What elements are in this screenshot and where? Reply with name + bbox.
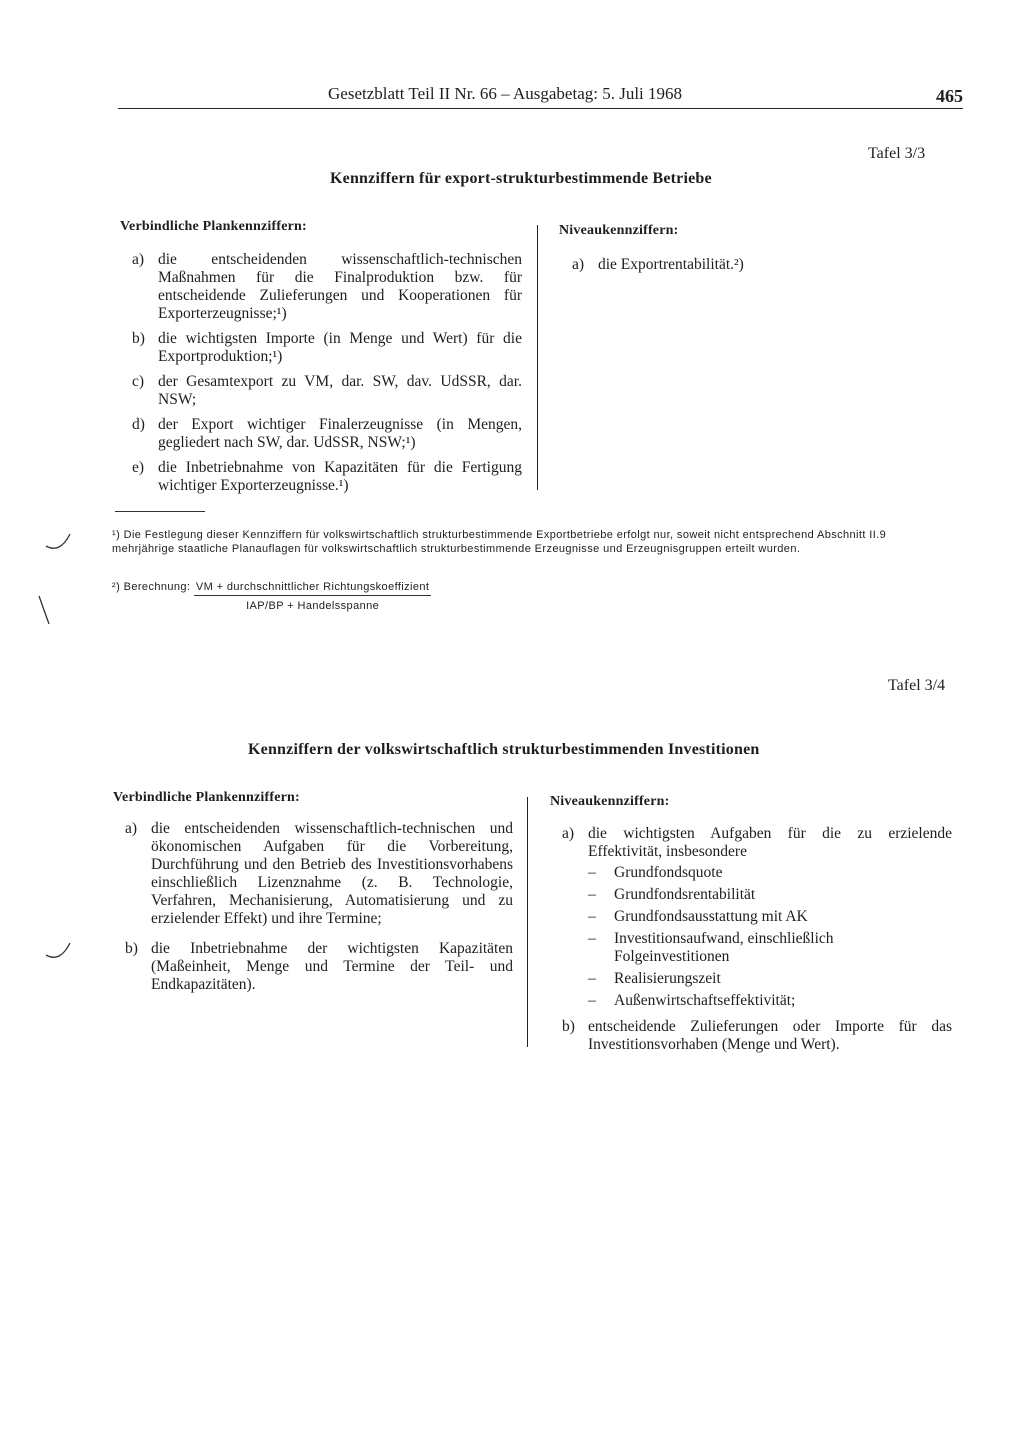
dash-item <box>588 930 952 966</box>
dash-marker: – <box>588 864 596 881</box>
list-item <box>120 251 522 323</box>
item-marker: a) <box>572 256 585 273</box>
column-divider-3-4 <box>527 797 528 1047</box>
section-title-3-3: Kennziffern für export-strukturbestimmende Betriebe <box>330 170 712 187</box>
scan-mark-stroke <box>39 596 49 624</box>
footnote-rule <box>115 511 205 512</box>
niveau-list-3-4 <box>550 825 952 1061</box>
dash-text: Außenwirtschaftseffektivität; <box>614 992 796 1009</box>
list-item <box>120 330 522 366</box>
footnote-marker: ²) <box>112 581 121 593</box>
item-text: die Inbetriebnahme von Kapazitäten für die Fertigung wichtiger Exporterzeugnisse.¹) <box>158 459 522 494</box>
section-title-3-4: Kennziffern der volkswirtschaftlich strukturbestimmenden Investitionen <box>248 741 760 758</box>
item-text: die wichtigsten Aufgaben für die zu erzielende Effektivität, insbesondere <box>588 825 952 860</box>
list-item <box>113 940 513 994</box>
dash-item <box>588 886 952 904</box>
dash-marker: – <box>588 908 596 925</box>
item-text: die Exportrentabilität.²) <box>598 256 744 273</box>
list-item <box>560 256 920 274</box>
list-item <box>120 373 522 409</box>
item-marker: b) <box>125 940 138 957</box>
dash-item <box>588 864 952 882</box>
scan-mark-stroke <box>46 534 70 548</box>
item-text: die wichtigsten Importe (in Menge und Wert) für die Exportproduktion;¹) <box>158 330 522 365</box>
scan-mark-slash <box>35 590 55 630</box>
footnote-text: Die Festlegung dieser Kennziffern für volkswirtschaftlich strukturbestimmende Exportbetriebe erfolgt nur, soweit nicht entsprechend Abschnitt II.9 mehrjährige staatliche Planauflagen für volkswirtschaftlich strukturbestimmende Erzeugnisse und Erzeugnisgruppen erteilt wurden. <box>112 529 887 555</box>
dash-text: Grundfondsrentabilität <box>614 886 756 903</box>
dash-list <box>588 864 952 1010</box>
tafel-label-3-3: Tafel 3/3 <box>868 145 926 162</box>
item-marker: a) <box>562 825 575 842</box>
page-number: 465 <box>936 86 963 106</box>
dash-marker: – <box>588 930 596 947</box>
scan-mark-stroke <box>46 943 70 957</box>
dash-item <box>588 970 952 988</box>
item-text: die entscheidenden wissenschaftlich-technischen Maßnahmen für die Finalproduktion bzw. für entscheidende Zulieferungen und Kooperationen für Exporterzeugnisse;¹) <box>158 251 522 322</box>
dash-text: Grundfondsausstattung mit AK <box>614 908 808 925</box>
item-text: der Export wichtiger Finalerzeugnisse (in Mengen, gegliedert nach SW, dar. UdSSR, NSW;¹) <box>158 416 522 451</box>
column-divider-3-3 <box>537 225 538 490</box>
list-item <box>550 825 952 1010</box>
formula-denominator: IAP/BP + Handelsspanne <box>246 600 380 612</box>
dash-item <box>588 992 952 1010</box>
dash-marker: – <box>588 886 596 903</box>
formula-fraction <box>194 580 432 613</box>
left-heading-3-3: Verbindliche Plankennziffern: <box>120 219 307 234</box>
item-marker: d) <box>132 416 145 433</box>
niveau-list-3-3 <box>560 256 920 281</box>
list-item <box>550 1018 952 1054</box>
header-title: Gesetzblatt Teil II Nr. 66 – Ausgabetag: 5. Juli 1968 <box>328 84 683 103</box>
footnote-label: Berechnung: <box>123 581 191 593</box>
page-header <box>118 84 963 110</box>
footnote-2 <box>112 580 612 613</box>
item-text: die entscheidenden wissenschaftlich-technischen und ökonomischen Aufgaben für die Vorbereitung, Durchführung und den Betrieb des Investitionsvorhabens einschließlich Lizenznahme (z. B. Technologie, Verfahren, Mechanisierung, Automatisierung und zu erzielender Effekt) und ihre Termine; <box>151 820 513 927</box>
plan-list-3-4 <box>113 820 513 1001</box>
item-marker: a) <box>132 251 145 268</box>
dash-marker: – <box>588 970 596 987</box>
dash-text: Grundfondsquote <box>614 864 723 881</box>
dash-marker: – <box>588 992 596 1009</box>
item-marker: e) <box>132 459 145 476</box>
item-marker: a) <box>125 820 138 837</box>
list-item <box>113 820 513 928</box>
right-heading-3-3: Niveaukennziffern: <box>559 223 679 238</box>
formula-numerator: VM + durchschnittlicher Richtungskoeffizient <box>194 580 432 596</box>
footnote-marker: ¹) <box>112 529 121 541</box>
list-item <box>120 416 522 452</box>
item-marker: b) <box>562 1018 575 1035</box>
item-text: der Gesamtexport zu VM, dar. SW, dav. UdSSR, dar. NSW; <box>158 373 522 408</box>
dash-text: Realisierungszeit <box>614 970 721 987</box>
scan-mark-bracket <box>40 935 80 971</box>
item-text: die Inbetriebnahme der wichtigsten Kapazitäten (Maßeinheit, Menge und Termine der Teil- und Endkapazitäten). <box>151 940 513 993</box>
dash-text: Investitionsaufwand, einschließlich Folgeinvestitionen <box>614 930 834 965</box>
list-item <box>120 459 522 495</box>
right-heading-3-4: Niveaukennziffern: <box>550 794 670 809</box>
scan-mark-bracket <box>40 520 80 560</box>
plan-list-3-3 <box>120 251 522 502</box>
item-marker: b) <box>132 330 145 347</box>
tafel-label-3-4: Tafel 3/4 <box>888 677 946 694</box>
item-text: entscheidende Zulieferungen oder Importe für das Investitionsvorhaben (Menge und Wert). <box>588 1018 952 1053</box>
header-rule <box>118 108 963 109</box>
left-heading-3-4: Verbindliche Plankennziffern: <box>113 790 300 805</box>
footnote-1 <box>112 528 947 556</box>
dash-item <box>588 908 952 926</box>
item-marker: c) <box>132 373 145 390</box>
